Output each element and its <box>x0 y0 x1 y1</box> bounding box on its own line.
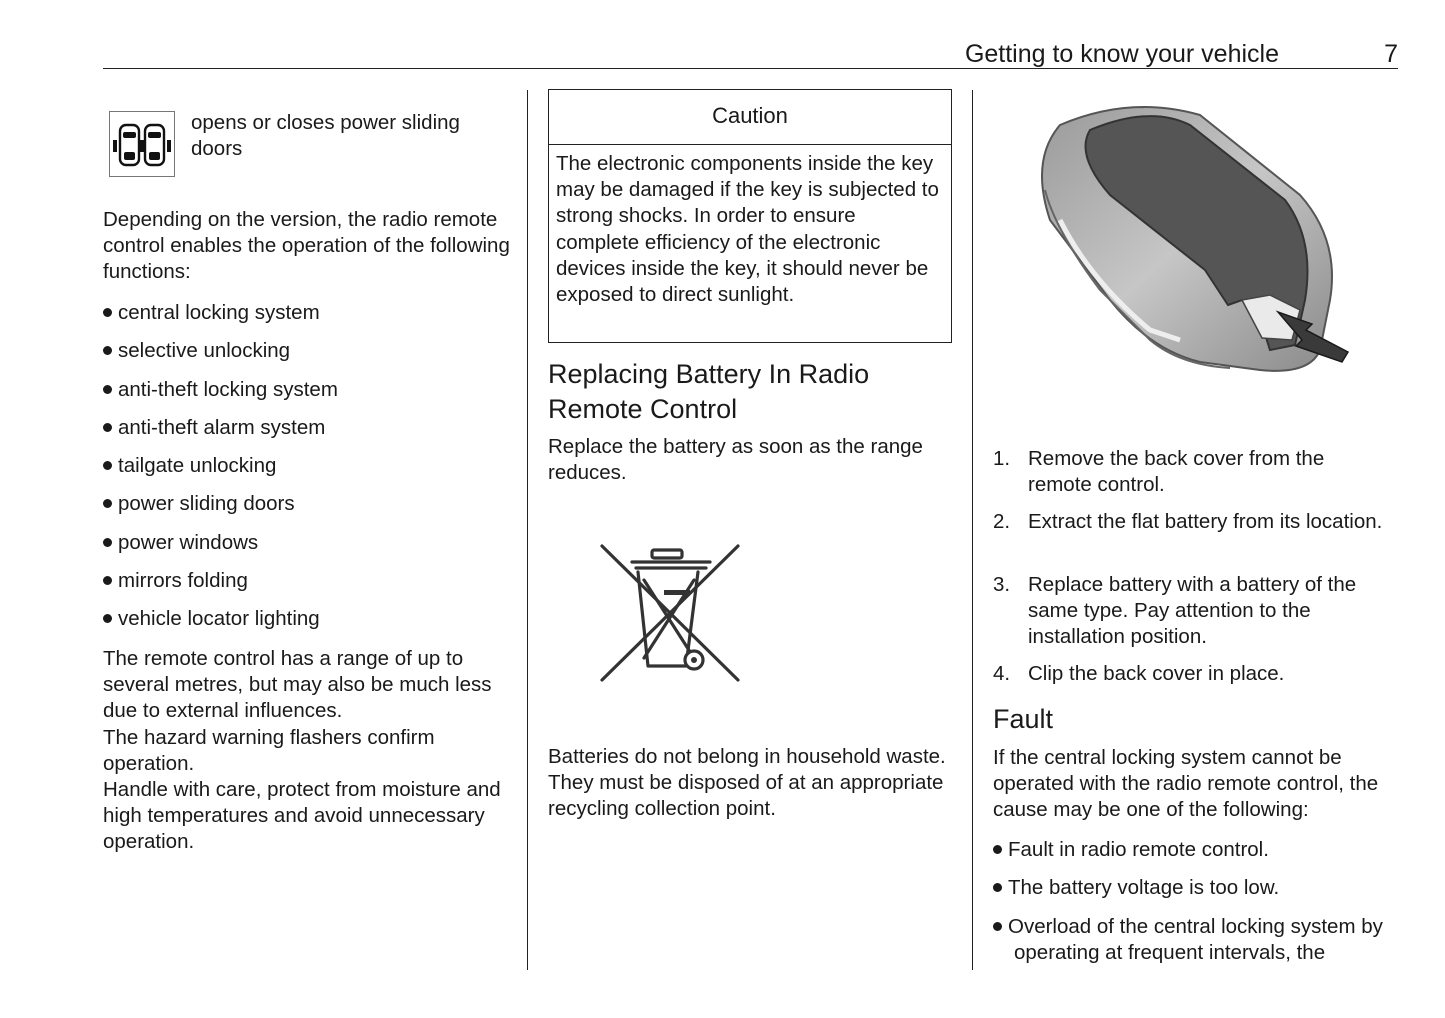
battery-intro: Replace the battery as soon as the range reduces. <box>548 435 923 485</box>
bullet-icon <box>103 576 112 585</box>
bullet-icon <box>103 308 112 317</box>
list-item: power sliding doors <box>103 491 295 517</box>
hazard-text: The hazard warning flashers confirm operation. <box>103 725 435 775</box>
fault-intro: If the central locking system cannot be operated with the radio remote control, the cause may be one of the following: <box>993 746 1379 822</box>
range-text: The remote control has a range of up to several metres, but may also be much less due to external influences. <box>103 647 492 723</box>
column-divider <box>527 90 528 970</box>
crossed-out-wheelie-bin-icon <box>598 540 743 685</box>
list-item: selective unlocking <box>103 338 290 364</box>
list-item: Overload of the central locking system by operating at frequent intervals, the <box>993 914 1393 966</box>
range-paragraph <box>103 646 513 856</box>
bullet-icon <box>103 423 112 432</box>
list-item: vehicle locator lighting <box>103 606 320 632</box>
list-item: central locking system <box>103 300 320 326</box>
fault-heading: Fault <box>993 704 1054 734</box>
battery-heading: Replacing Battery In Radio Remote Control <box>548 359 870 424</box>
list-item: tailgate unlocking <box>103 453 276 479</box>
header-rule <box>103 68 1398 69</box>
door-icon-description: opens or closes power sliding doors <box>191 111 460 161</box>
page-number: 7 <box>1384 40 1398 68</box>
bullet-icon <box>103 461 112 470</box>
column-divider <box>972 90 973 970</box>
list-item: mirrors folding <box>103 568 248 594</box>
list-item: power windows <box>103 530 258 556</box>
bullet-icon <box>993 845 1002 854</box>
caution-box <box>548 89 952 343</box>
bullet-icon <box>103 346 112 355</box>
section-title: Getting to know your vehicle <box>964 40 1279 68</box>
list-item: The battery voltage is too low. <box>993 875 1279 901</box>
bullet-icon <box>993 922 1002 931</box>
bullet-icon <box>103 499 112 508</box>
caution-body: The electronic components inside the key may be damaged if the key is subjected to strong shocks. In order to ensure complete efficiency of the electronic devices inside the key, it should never be exposed to direct sunlight. <box>556 152 939 307</box>
bullet-icon <box>103 614 112 623</box>
bullet-icon <box>103 538 112 547</box>
care-text: Handle with care, protect from moisture and high temperatures and avoid unnecessary operation. <box>103 778 501 854</box>
list-item: anti-theft locking system <box>103 377 338 403</box>
power-sliding-doors-icon <box>109 111 175 177</box>
bullet-icon <box>993 883 1002 892</box>
remote-key-back-cover-illustration <box>1030 100 1360 375</box>
bullet-icon <box>103 385 112 394</box>
battery-disposal-text: Batteries do not belong in household waste. They must be disposed of at an appropriate recycling collection point. <box>548 745 946 821</box>
functions-intro: Depending on the version, the radio remote control enables the operation of the following functions: <box>103 208 510 284</box>
list-item: Fault in radio remote control. <box>993 837 1269 863</box>
list-item: anti-theft alarm system <box>103 415 325 441</box>
caution-title: Caution <box>549 90 951 145</box>
